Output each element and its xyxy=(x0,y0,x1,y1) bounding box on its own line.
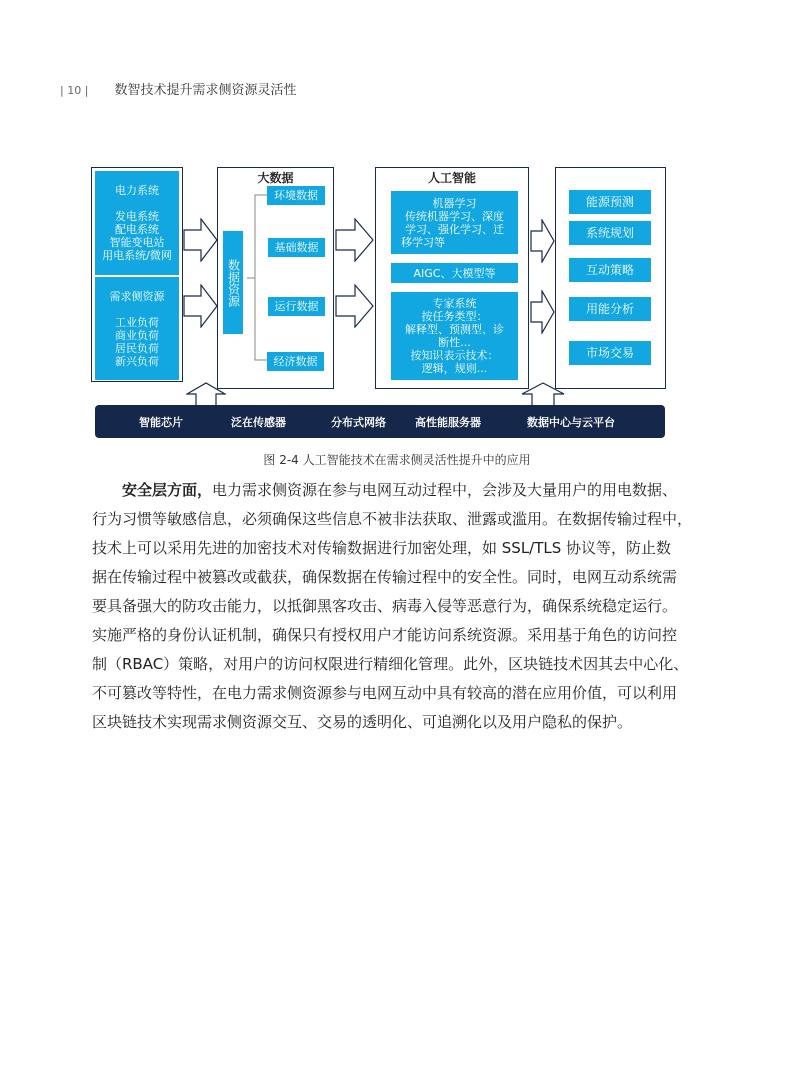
app-item xyxy=(569,190,651,214)
box-item: 工业负荷 xyxy=(115,315,159,329)
app-item-label: 能源预测 xyxy=(585,194,634,209)
paragraph-line: 据在传输过程中被篡改或截获，确保数据在传输过程中的安全性。同时，电网互动系统需 xyxy=(92,568,678,586)
figure-caption: 图 2-4 人工智能技术在需求侧灵活性提升中的应用 xyxy=(263,453,531,467)
bar-label: 数据中心与云平台 xyxy=(527,416,615,429)
data-resource-label: 数据资源 xyxy=(226,258,241,307)
app-item-label: 互动策略 xyxy=(585,262,634,277)
data-item xyxy=(267,186,325,205)
data-resource-box xyxy=(223,231,243,334)
box-line: 学习、强化学习、迁 xyxy=(405,222,504,236)
right-arrow-icon xyxy=(335,284,375,328)
paragraph-line: 制（RBAC）策略，对用户的访问权限进行精细化管理。此外，区块链技术因其去中心化、 xyxy=(92,655,689,673)
data-item xyxy=(268,297,325,316)
bracket-icon xyxy=(245,190,269,370)
box-item: 商业负荷 xyxy=(115,328,159,342)
ai-title: 人工智能 xyxy=(427,171,476,185)
app-item xyxy=(569,258,651,282)
right-arrow-icon xyxy=(530,290,556,334)
box-line: 专家系统 xyxy=(432,297,477,310)
running-header xyxy=(60,79,297,98)
body-paragraph xyxy=(92,476,693,737)
box-item: 新兴负荷 xyxy=(115,354,159,368)
app-item-label: 市场交易 xyxy=(585,345,634,360)
lead-phrase: 安全层方面， xyxy=(122,481,213,499)
bar-label: 智能芯片 xyxy=(139,416,183,429)
line-text: 电力需求侧资源在参与电网互动过程中，会涉及大量用户的用电数据、 xyxy=(212,481,678,499)
box-item: 发电系统 xyxy=(115,210,159,223)
box-line: 按知识表示技术： xyxy=(410,349,499,362)
box-line: 解释型、预测型、诊 xyxy=(405,323,504,336)
running-title: 数智技术提升需求侧资源灵活性 xyxy=(114,83,297,98)
ml-box xyxy=(391,191,518,254)
app-item xyxy=(569,341,651,365)
box-line: 逻辑，规则... xyxy=(421,362,488,375)
aigc-box xyxy=(391,263,518,283)
box-title: 电力系统 xyxy=(115,184,159,197)
box-item: 配电系统 xyxy=(115,223,159,236)
bar-label: 分布式网络 xyxy=(331,416,386,429)
power-system-box xyxy=(95,171,179,275)
page-number: | 10 | xyxy=(60,84,89,97)
app-item-label: 用能分析 xyxy=(585,301,634,316)
up-arrow-icon xyxy=(521,382,565,406)
right-arrow-icon xyxy=(183,218,219,262)
right-arrow-icon xyxy=(183,284,219,328)
big-data-title: 大数据 xyxy=(257,171,294,185)
paragraph-line: 行为习惯等敏感信息，必须确保这些信息不被非法获取、泄露或滥用。在数据传输过程中， xyxy=(92,510,693,528)
data-item xyxy=(267,352,324,371)
up-arrow-icon xyxy=(186,382,226,406)
data-item-label: 运行数据 xyxy=(274,300,319,313)
box-line: 按任务类型： xyxy=(421,310,488,323)
data-item xyxy=(268,238,325,257)
box-line: 移学习等 xyxy=(401,235,445,249)
bar-label: 泛在传感器 xyxy=(231,416,286,429)
box-line: 机器学习 xyxy=(432,196,477,210)
paragraph-line: 要具备强大的防攻击能力，以抵御黑客攻击、病毒入侵等恶意行为，确保系统稳定运行。 xyxy=(92,597,678,615)
infrastructure-bar xyxy=(95,405,665,438)
box-item: 智能变电站 xyxy=(109,236,165,249)
right-arrow-icon xyxy=(335,218,375,262)
data-item-label: 基础数据 xyxy=(274,241,319,254)
box-item: 居民负荷 xyxy=(115,341,159,355)
app-item xyxy=(569,297,651,321)
paragraph-line: 区块链技术实现需求侧资源交互、交易的透明化、可追溯化以及用户隐私的保护。 xyxy=(92,713,633,731)
paragraph-line: 不可篡改等特性，在电力需求侧资源参与电网互动中具有较高的潜在应用价值，可以利用 xyxy=(92,684,678,702)
paragraph-line: 技术上可以采用先进的加密技术对传输数据进行加密处理，如 SSL/TLS 协议等，防止数 xyxy=(92,539,672,557)
box-item: 用电系统/微网 xyxy=(102,249,172,262)
page-number-text: 10 xyxy=(67,84,82,97)
paragraph-line xyxy=(92,476,678,505)
app-item-label: 系统规划 xyxy=(585,225,634,240)
paragraph-line: 实施严格的身份认证机制，确保只有授权用户才能访问系统资源。采用基于角色的访问控 xyxy=(92,626,678,644)
bar-label: 高性能服务器 xyxy=(415,416,481,429)
box-title: 需求侧资源 xyxy=(109,289,165,303)
expert-system-box xyxy=(391,292,518,380)
data-item-label: 环境数据 xyxy=(274,189,318,202)
aigc-label: AIGC、大模型等 xyxy=(413,266,496,280)
box-line: 传统机器学习、深度 xyxy=(405,209,504,223)
app-item xyxy=(569,221,651,245)
right-arrow-icon xyxy=(530,219,556,263)
demand-resource-box xyxy=(95,277,179,380)
data-item-label: 经济数据 xyxy=(273,355,318,368)
box-line: 断性... xyxy=(438,336,471,349)
